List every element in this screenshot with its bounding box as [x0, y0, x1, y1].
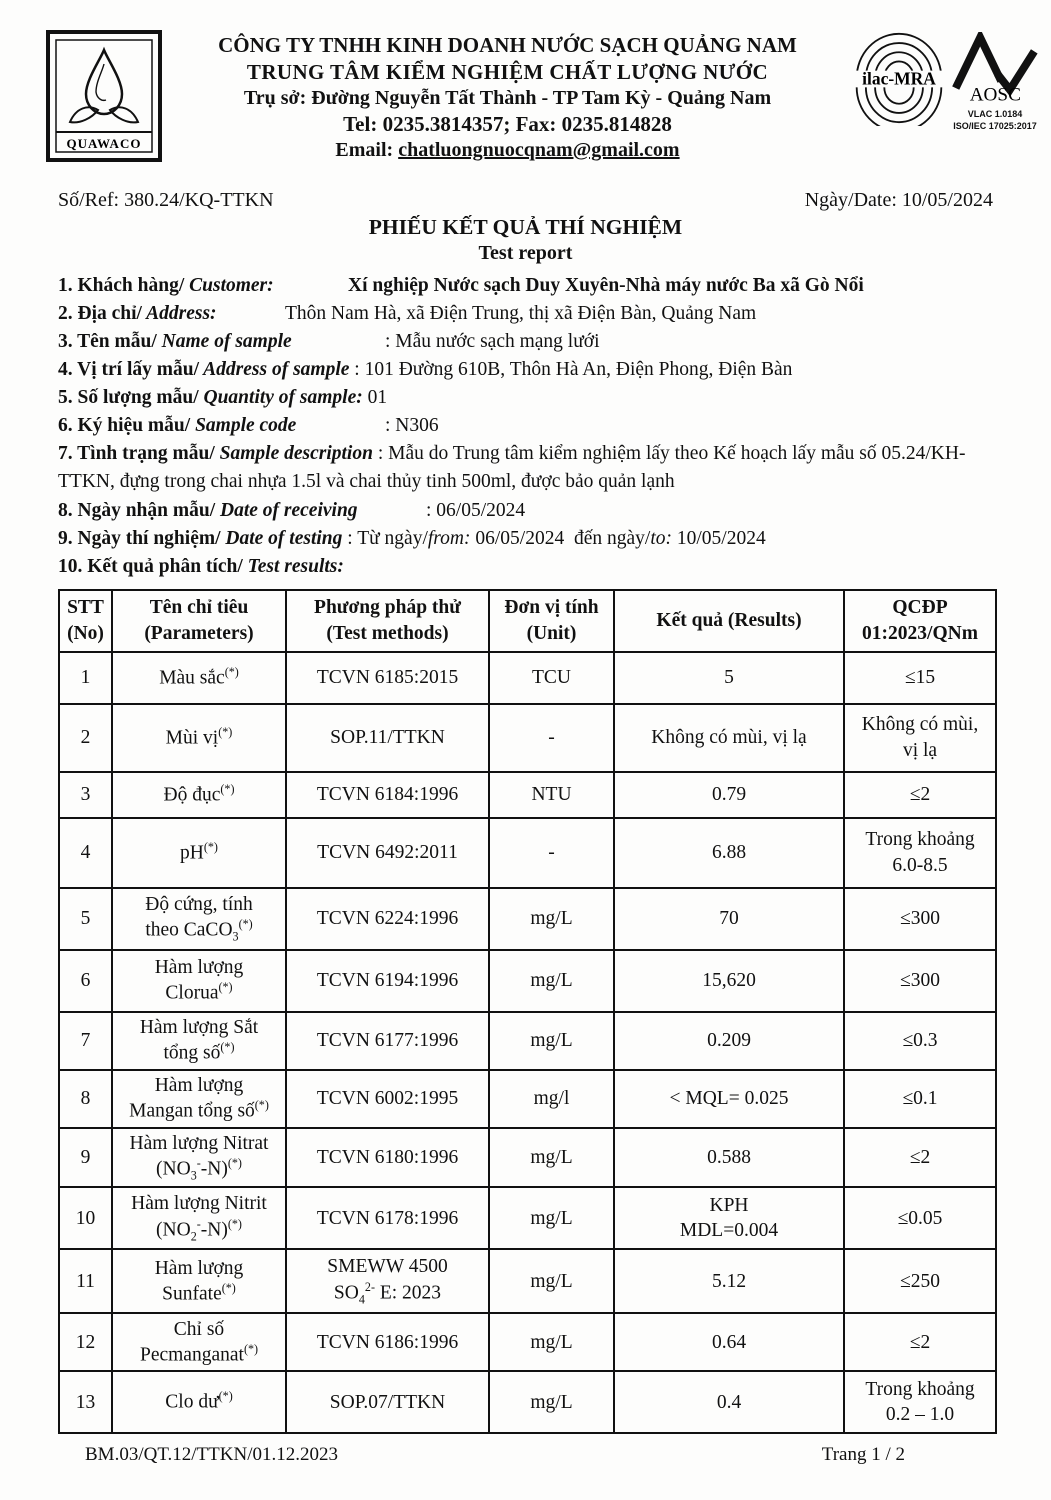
cell-method: SOP.07/TTKN: [286, 1371, 489, 1433]
report-fields: [58, 272, 1001, 581]
ilac-mra-icon: [853, 30, 945, 126]
field-date-receiving: 8. Ngày nhận mẫu/ Date of receiving : 06/05/2024: [58, 499, 526, 521]
cell-stt: 8: [59, 1070, 112, 1128]
cell-result: 0.209: [614, 1012, 844, 1070]
table-row: [59, 818, 996, 888]
cell-limit: Không có mùi, vị lạ: [844, 704, 996, 772]
cell-method: TCVN 6194:1996: [286, 950, 489, 1012]
cell-parameter: Mùi vị(*): [112, 704, 286, 772]
table-row: [59, 1128, 996, 1187]
cell-stt: 6: [59, 950, 112, 1012]
svg-text:QUAWACO: QUAWACO: [66, 136, 142, 151]
form-code: BM.03/QT.12/TTKN/01.12.2023: [85, 1444, 338, 1466]
field-sample-name: 3. Tên mẫu/ Name of sample : Mẫu nước sạch mạng lưới: [58, 331, 600, 353]
field-sample-address: 4. Vị trí lấy mẫu/ Address of sample : 101 Đường 610B, Thôn Hà An, Điện Phong, Điện Bàn: [58, 359, 793, 381]
table-row: [59, 1187, 996, 1249]
cell-stt: 10: [59, 1187, 112, 1249]
cell-stt: 11: [59, 1249, 112, 1313]
cell-result: 0.64: [614, 1313, 844, 1371]
cell-parameter: Clo dư(*): [112, 1371, 286, 1433]
cell-limit: ≤300: [844, 950, 996, 1012]
cell-unit: mg/L: [489, 1249, 614, 1313]
cell-limit: ≤300: [844, 888, 996, 950]
cell-method: TCVN 6177:1996: [286, 1012, 489, 1070]
email-line: [162, 138, 853, 164]
cell-limit: ≤250: [844, 1249, 996, 1313]
cell-stt: 1: [59, 652, 112, 704]
cell-parameter: Hàm lượng Mangan tổng số(*): [112, 1070, 286, 1128]
table-row: [59, 1070, 996, 1128]
table-row: [59, 888, 996, 950]
cell-parameter: Chỉ số Pecmanganat(*): [112, 1313, 286, 1371]
cell-method: TCVN 6180:1996: [286, 1128, 489, 1187]
cell-unit: mg/L: [489, 1128, 614, 1187]
letterhead: [0, 30, 1051, 167]
table-row: [59, 1012, 996, 1070]
cell-limit: ≤2: [844, 772, 996, 818]
vlac-number: VLAC 1.0184: [967, 109, 1023, 119]
letterhead-text: [162, 30, 853, 164]
cell-parameter: Độ đục(*): [112, 772, 286, 818]
cell-limit: Trong khoảng 6.0-8.5: [844, 818, 996, 888]
field-test-results-heading: 10. Kết quả phân tích/ Test results:: [58, 555, 344, 577]
cell-method: TCVN 6224:1996: [286, 888, 489, 950]
cell-unit: mg/L: [489, 1371, 614, 1433]
field-sample-code: 6. Ký hiệu mẫu/ Sample code : N306: [58, 415, 439, 437]
cell-limit: ≤0.1: [844, 1070, 996, 1128]
cell-method: SOP.11/TTKN: [286, 704, 489, 772]
cell-stt: 2: [59, 704, 112, 772]
company-name: CÔNG TY TNHH KINH DOANH NƯỚC SẠCH QUẢNG NAM: [218, 33, 797, 57]
cell-result: 0.79: [614, 772, 844, 818]
cell-result: < MQL= 0.025: [614, 1070, 844, 1128]
svg-text:ilac-MRA: ilac-MRA: [862, 68, 936, 89]
cell-stt: 4: [59, 818, 112, 888]
email-label: Email:: [335, 139, 399, 162]
aosc-logo-block: [947, 32, 1043, 132]
center-name: TRUNG TÂM KIỂM NGHIỆM CHẤT LƯỢNG NƯỚC: [246, 59, 769, 84]
cell-unit: mg/L: [489, 1187, 614, 1249]
cell-limit: ≤2: [844, 1313, 996, 1371]
col-stt: STT (No): [59, 590, 112, 652]
ref-number: Số/Ref: 380.24/KQ-TTKN: [58, 189, 274, 211]
cell-limit: Trong khoảng 0.2 – 1.0: [844, 1371, 996, 1433]
cell-method: TCVN 6186:1996: [286, 1313, 489, 1371]
cell-result: 6.88: [614, 818, 844, 888]
col-method: Phương pháp thử (Test methods): [286, 590, 489, 652]
cell-result: 0.4: [614, 1371, 844, 1433]
cell-stt: 3: [59, 772, 112, 818]
page-subtitle: Test report: [478, 241, 573, 264]
cell-limit: ≤0.3: [844, 1012, 996, 1070]
cell-unit: NTU: [489, 772, 614, 818]
cell-method: TCVN 6185:2015: [286, 652, 489, 704]
cell-method: TCVN 6178:1996: [286, 1187, 489, 1249]
table-row: [59, 652, 996, 704]
cell-parameter: Hàm lượng Clorua(*): [112, 950, 286, 1012]
cell-limit: ≤15: [844, 652, 996, 704]
cell-result: KPH MDL=0.004: [614, 1187, 844, 1249]
cell-unit: mg/L: [489, 1313, 614, 1371]
cell-result: 5: [614, 652, 844, 704]
iso-standard: ISO/IEC 17025:2017: [953, 120, 1037, 131]
cell-stt: 12: [59, 1313, 112, 1371]
table-row: [59, 1371, 996, 1433]
cell-limit: ≤0.05: [844, 1187, 996, 1249]
cell-parameter: Độ cứng, tính theo CaCO$_3$(*): [112, 888, 286, 950]
certification-logos: [853, 30, 1043, 132]
aosc-check-icon: [947, 32, 1043, 104]
report-date: Ngày/Date: 10/05/2024: [804, 189, 993, 211]
col-unit: Đơn vị tính (Unit): [489, 590, 614, 652]
field-address: 2. Địa chỉ/ Address: Thôn Nam Hà, xã Điện Trung, thị xã Điện Bàn, Quảng Nam: [58, 302, 757, 324]
cell-unit: mg/L: [489, 888, 614, 950]
field-date-testing: 9. Ngày thí nghiệm/ Date of testing : Từ ngày/from: 06/05/2024 đến ngày/to: 10/05/2024: [58, 527, 766, 549]
cell-method: TCVN 6184:1996: [286, 772, 489, 818]
table-row: [59, 1249, 996, 1313]
cell-parameter: Hàm lượng Nitrit $(NO_2^--N)^{(*)}$: [112, 1187, 286, 1249]
field-customer: 1. Khách hàng/ Customer: Xí nghiệp Nước sạch Duy Xuyên-Nhà máy nước Ba xã Gò Nổi: [58, 274, 864, 296]
cell-stt: 13: [59, 1371, 112, 1433]
cell-stt: 9: [59, 1128, 112, 1187]
page-footer: [85, 1444, 905, 1466]
email-link[interactable]: chatluongnuocqnam@gmail.com: [398, 139, 680, 162]
cell-parameter: Hàm lượng Nitrat $(NO_3^--N)^{(*)}$: [112, 1128, 286, 1187]
cell-method: SMEWW 4500 $SO_4^{2-}$ E: 2023: [286, 1249, 489, 1313]
cell-result: 5.12: [614, 1249, 844, 1313]
table-row: [59, 1313, 996, 1371]
col-result: Kết quả (Results): [614, 590, 844, 652]
cell-parameter: Hàm lượng Sắt tổng số(*): [112, 1012, 286, 1070]
table-row: [59, 772, 996, 818]
cell-parameter: pH(*): [112, 818, 286, 888]
results-table: [58, 589, 997, 1434]
cell-result: Không có mùi, vị lạ: [614, 704, 844, 772]
water-drop-hands-icon: [46, 30, 162, 162]
title-block: [0, 214, 1051, 266]
cell-unit: mg/L: [489, 1012, 614, 1070]
cell-stt: 7: [59, 1012, 112, 1070]
cell-stt: 5: [59, 888, 112, 950]
tel-fax-line: Tel: 0235.3814357; Fax: 0235.814828: [343, 112, 672, 137]
cell-method: TCVN 6492:2011: [286, 818, 489, 888]
head-office-address: Trụ sở: Đường Nguyễn Tất Thành - TP Tam Kỳ - Quảng Nam: [243, 86, 772, 109]
table-row: [59, 950, 996, 1012]
cell-unit: -: [489, 704, 614, 772]
svg-text:AOSC: AOSC: [969, 84, 1021, 104]
field-sample-description: 7. Tình trạng mẫu/ Sample description : Mẫu do Trung tâm kiểm nghiệm lấy theo Kế hoạch lấy mẫu số 05.24/KH-TTKN, đựng trong chai nhựa 1.5l và chai thủy tinh 500ml, được bảo quản lạnh: [58, 443, 966, 493]
cell-method: TCVN 6002:1995: [286, 1070, 489, 1128]
page-number: Trang 1 / 2: [821, 1444, 905, 1466]
field-sample-quantity: 5. Số lượng mẫu/ Quantity of sample: 01: [58, 387, 388, 409]
col-parameter: Tên chỉ tiêu (Parameters): [112, 590, 286, 652]
cell-unit: mg/l: [489, 1070, 614, 1128]
cell-unit: mg/L: [489, 950, 614, 1012]
page-title: PHIẾU KẾT QUẢ THÍ NGHIỆM: [368, 215, 683, 239]
table-header-row: [59, 590, 996, 652]
col-limit: QCĐP 01:2023/QNm: [844, 590, 996, 652]
table-row: [59, 704, 996, 772]
cell-result: 0.588: [614, 1128, 844, 1187]
cell-parameter: Hàm lượng Sunfate(*): [112, 1249, 286, 1313]
cell-result: 15,620: [614, 950, 844, 1012]
cell-limit: ≤2: [844, 1128, 996, 1187]
cell-parameter: Màu sắc(*): [112, 652, 286, 704]
meta-row: [58, 189, 993, 212]
cell-unit: -: [489, 818, 614, 888]
cell-unit: TCU: [489, 652, 614, 704]
cell-result: 70: [614, 888, 844, 950]
quawaco-stamp-logo: [46, 30, 162, 167]
